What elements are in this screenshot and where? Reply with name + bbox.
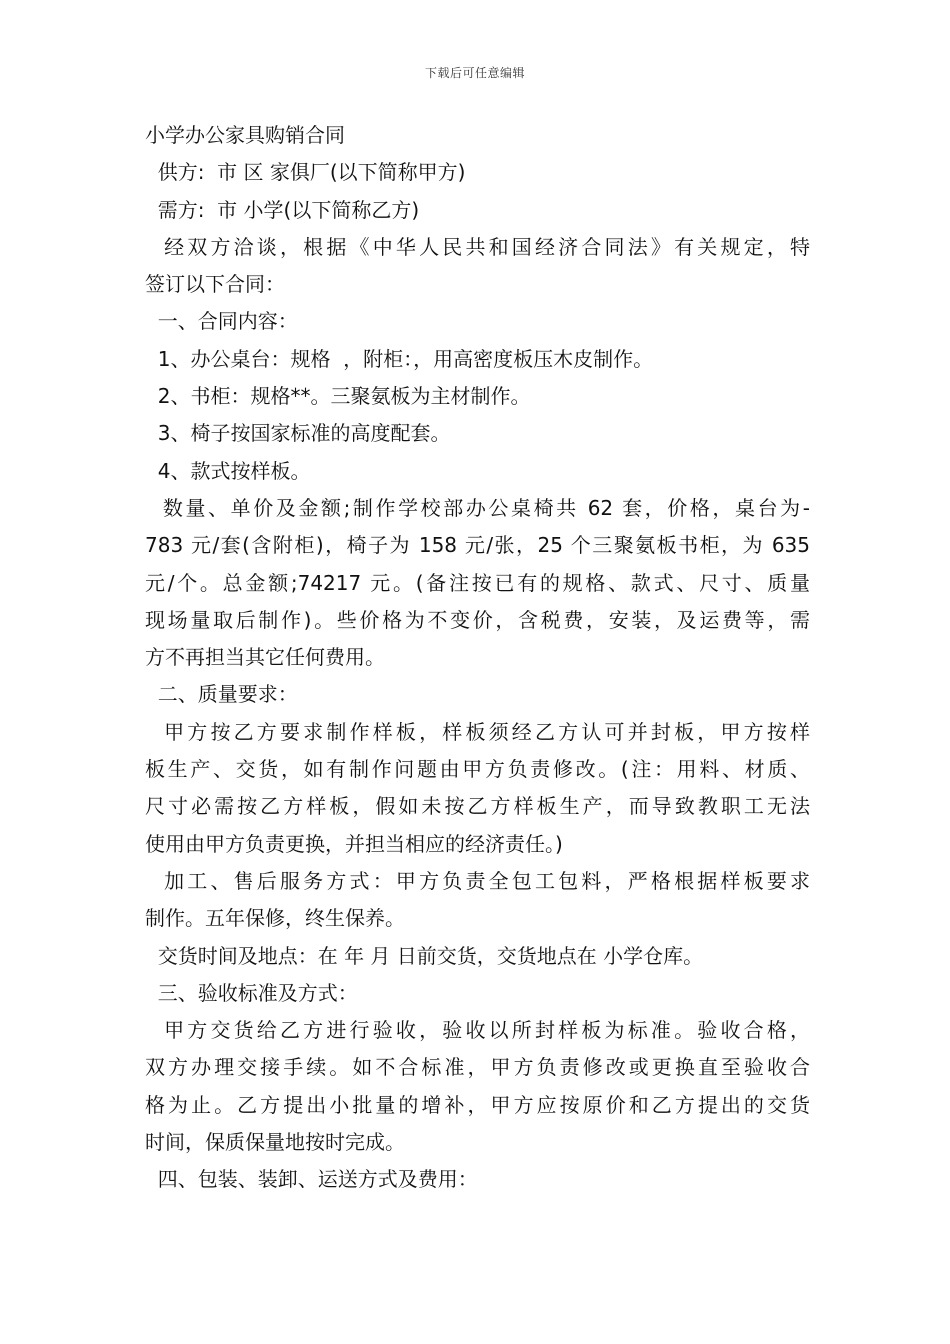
section-heading-acceptance: 三、验收标准及方式： [145, 980, 358, 1005]
paragraph-line: 加工、售后服务方式：甲方负责全包工包料，严格根据样板要求 [145, 868, 810, 893]
list-item: 3、椅子按国家标准的高度配套。 [145, 421, 451, 446]
paragraph-line: 时间，保质保量地按时完成。 [145, 1130, 405, 1155]
paragraph-line: 方不再担当其它任何费用。 [145, 645, 385, 670]
paragraph-line: 783 元/套(含附柜)，椅子为 158 元/张，25 个三聚氨板书柜，为 635 [145, 533, 810, 558]
service-paragraph [145, 863, 810, 938]
list-item: 4、款式按样板。 [145, 458, 311, 483]
paragraph-line: 经双方洽谈，根据《中华人民共和国经济合同法》有关规定，特 [145, 234, 810, 259]
page-header: 下载后可任意编辑 [424, 66, 525, 80]
pricing-paragraph [145, 490, 810, 676]
quality-paragraph [145, 714, 810, 863]
paragraph-line: 现场量取后制作)。些价格为不变价，含税费，安装，及运费等，需 [145, 607, 810, 632]
paragraph-line: 板生产、交货，如有制作问题由甲方负责修改。(注：用料、材质、 [145, 757, 810, 782]
section-heading-packaging: 四、包装、装卸、运送方式及费用： [145, 1167, 478, 1192]
paragraph-line: 双方办理交接手续。如不合标准，甲方负责修改或更换直至验收合 [145, 1055, 810, 1080]
paragraph-line: 制作。五年保修，终生保养。 [145, 906, 405, 931]
section-heading-contract-content: 一、合同内容： [145, 309, 298, 334]
list-item: 1、办公桌台：规格 ，附柜：，用高密度板压木皮制作。 [145, 346, 654, 371]
section-heading-quality: 二、质量要求： [145, 682, 298, 707]
delivery-line: 交货时间及地点：在 年 月 日前交货，交货地点在 小学仓库。 [145, 943, 704, 968]
document-body [145, 117, 810, 1199]
intro-paragraph [145, 229, 810, 304]
list-item: 2、书柜：规格**。三聚氨板为主材制作。 [145, 384, 531, 409]
paragraph-line: 格为止。乙方提出小批量的增补，甲方应按原价和乙方提出的交货 [145, 1092, 810, 1117]
paragraph-line: 数量、单价及金额;制作学校部办公桌椅共 62 套，价格，桌台为- [145, 495, 810, 520]
buyer-line: 需方: 市 小学(以下简称乙方) [145, 197, 420, 222]
paragraph-line: 尺寸必需按乙方样板，假如未按乙方样板生产，而导致教职工无法 [145, 794, 810, 819]
paragraph-line: 甲方交货给乙方进行验收，验收以所封样板为标准。验收合格， [145, 1018, 810, 1043]
acceptance-paragraph [145, 1012, 810, 1161]
paragraph-line: 签订以下合同： [145, 272, 285, 297]
document-title: 小学办公家具购销合同 [145, 123, 345, 147]
paragraph-line: 使用由甲方负责更换，并担当相应的经济责任。) [145, 831, 563, 856]
supplier-line: 供方: 市 区 家俱厂(以下简称甲方) [145, 160, 466, 185]
paragraph-line: 甲方按乙方要求制作样板，样板须经乙方认可并封板，甲方按样 [145, 719, 810, 744]
paragraph-line: 元/个。总金额;74217 元。(备注按已有的规格、款式、尺寸、质量 [145, 570, 810, 595]
